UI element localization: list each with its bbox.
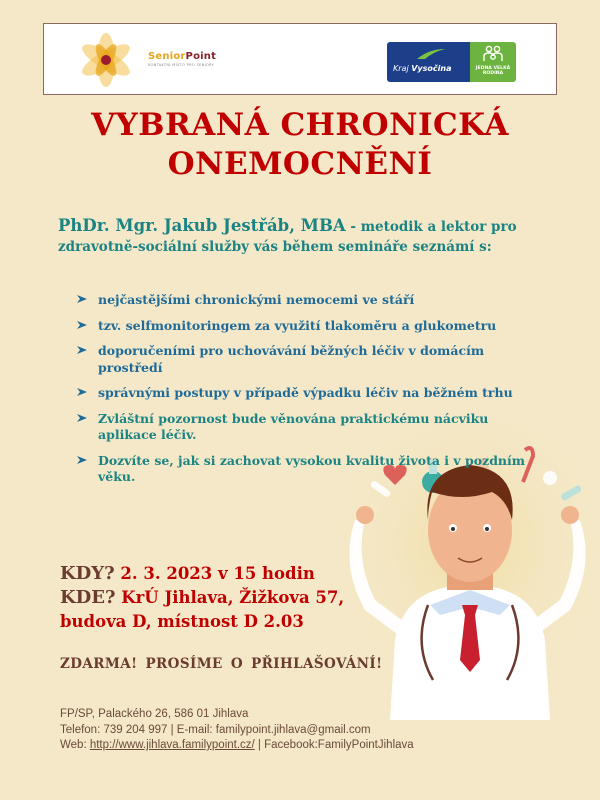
web-label: Web: [60,739,90,751]
arrow-bullet-icon [76,319,88,331]
seniorpoint-name-part2: Point [185,51,217,62]
facebook-text: | Facebook:FamilyPointJihlava [254,739,414,751]
topic-text: doporučeními pro uchovávání běžných léčiv v domácím prostředí [98,343,485,375]
topics-list [76,292,536,495]
title-line2: ONEMOCNĚNÍ [167,146,433,182]
speaker-name: PhDr. Mgr. Jakub Jestřáb, MBA [58,216,346,235]
arrow-bullet-icon [76,454,88,466]
arrow-bullet-icon [76,344,88,356]
topic-text: tzv. selfmonitoringem za využití tlakoměru a glukometru [98,317,497,333]
where-value-line2: budova D, místnost D 2.03 [60,612,304,631]
footer-phone-email: Telefon: 739 204 997 | E-mail: familypoint.jihlava@gmail.com [60,723,371,736]
when-value: 2. 3. 2023 v 15 hodin [114,564,315,583]
kraj-vysocina-panel [387,42,470,82]
where-label: KDE? [60,587,116,608]
intro-paragraph [58,216,548,257]
topic-text: Dozvíte se, jak si zachovat vysokou kvalitu života i v pozdním věku. [98,452,525,484]
list-item [76,453,536,486]
badge-line1: JEDNA VELKÁ [475,66,511,71]
kraj-label: Kraj [393,64,409,73]
topic-text: Zvláštní pozornost bude věnována praktickému nácviku aplikace léčiv. [98,410,489,442]
seniorpoint-subtitle: KONTAKTNÍ MÍSTO PRO SENIORY [148,63,215,67]
event-details [60,562,344,634]
footer-contact [60,707,414,754]
list-item [76,343,536,376]
badge-line2: RODINA [482,71,504,76]
arrow-bullet-icon [76,293,88,305]
kraj-vysocina-logo [387,42,516,82]
list-item [76,411,536,444]
family-icon [483,45,503,63]
vysocina-label: Vysočina [411,64,452,73]
seniorpoint-flower-logo-icon [74,28,138,92]
registration-notice: ZDARMA! PROSÍME O PŘIHLAŠOVÁNÍ! [60,656,383,672]
web-link[interactable]: http://www.jihlava.familypoint.cz/ [89,739,255,751]
seniorpoint-name-part1: Senior [148,51,186,62]
topic-text: správnými postupy v případě výpadku léčiv na běžném trhu [98,385,513,400]
seniorpoint-logo-text [148,51,216,67]
list-item [76,385,536,402]
jedna-velka-rodina-badge [470,42,516,82]
topic-text: nejčastějšími chronickými nemocemi ve stáří [98,292,415,307]
swoosh-icon [415,47,447,61]
footer-address: FP/SP, Palackého 26, 586 01 Jihlava [60,708,249,720]
list-item [76,318,536,335]
page-title [0,106,600,184]
logo-banner [43,23,557,95]
title-line1: VYBRANÁ CHRONICKÁ [91,107,509,143]
list-item [76,292,536,309]
when-label: KDY? [60,563,115,584]
arrow-bullet-icon [76,386,88,398]
where-value-line1: KrÚ Jihlava, Žižkova 57, [115,588,345,607]
intro-text: - metodik a lektor pro zdravotně-sociální služby vás během semináře seznámí s: [58,219,517,255]
arrow-bullet-icon [76,412,88,424]
